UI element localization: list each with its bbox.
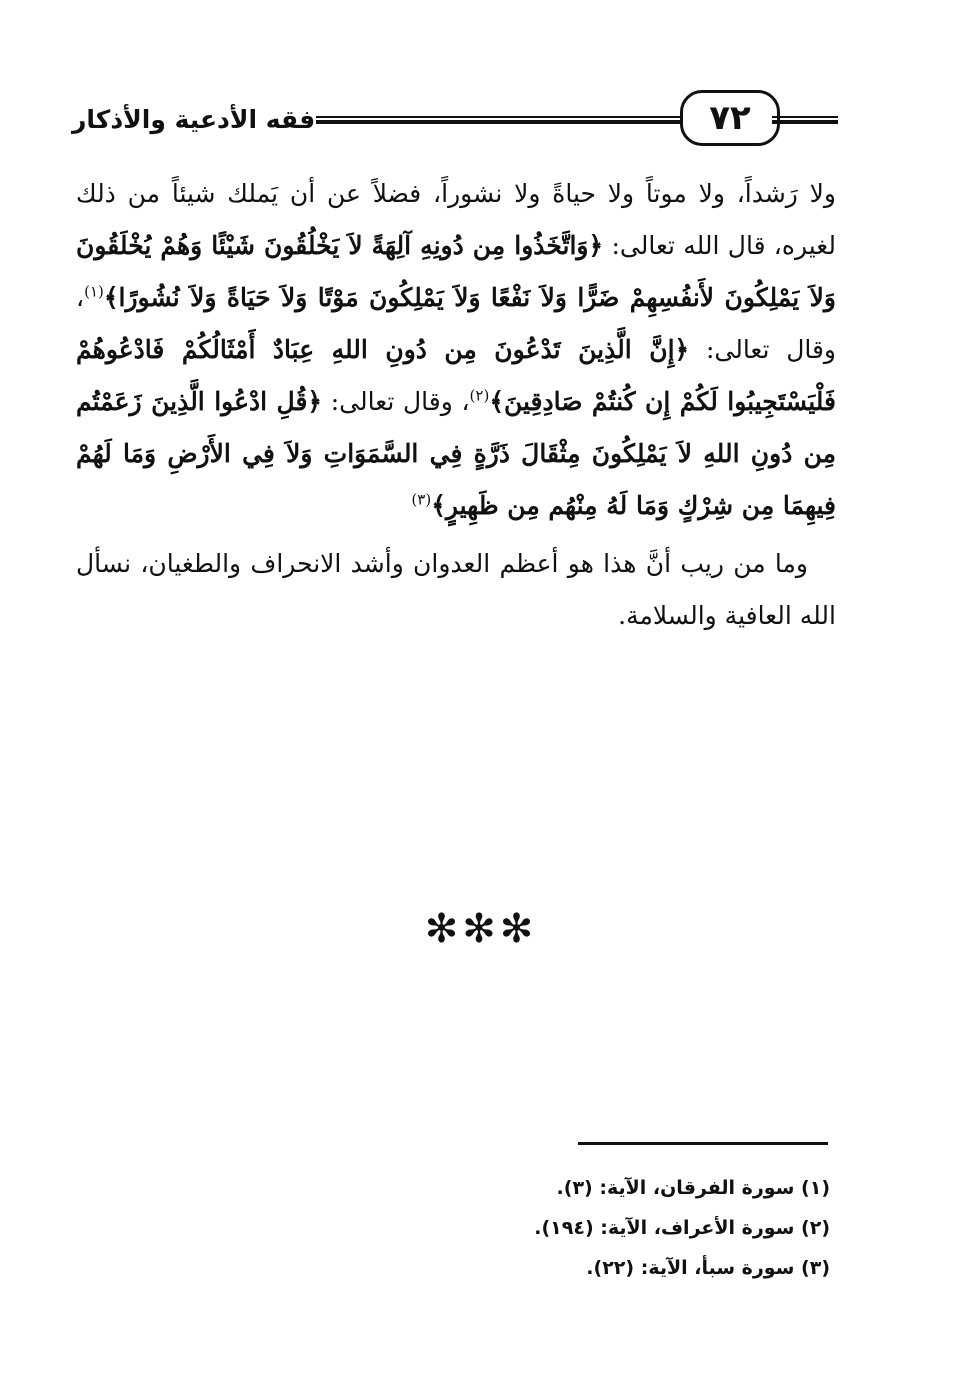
footnote-divider xyxy=(578,1142,828,1145)
quran-verse-2: ﴿إِنَّ الَّذِينَ تَدْعُونَ مِن دُونِ اللهِ عِبَادٌ أَمْثَالُكُمْ فَادْعُوهُمْ فَلْيَسْتَجِيبُوا لَكُمْ إِن كُنتُمْ صَادِقِينَ﴾ xyxy=(76,335,836,416)
main-text xyxy=(76,168,836,642)
quran-verse-1: ﴿وَاتَّخَذُوا مِن دُونِهِ آلِهَةً لاَ يَخْلُقُونَ شَيْئًا وَهُمْ يُخْلَقُونَ وَلاَ يَمْلِكُونَ لأَنفُسِهِمْ ضَرًّا وَلاَ نَفْعًا وَلاَ يَمْلِكُونَ مَوْتًا وَلاَ حَيَاةً وَلاَ نُشُورًا﴾ xyxy=(76,231,836,312)
header-rule-right xyxy=(772,116,838,124)
paragraph-2: وما من ريب أنَّ هذا هو أعظم العدوان وأشد الانحراف والطغيان، نسأل الله العافية والسلامة. xyxy=(76,549,836,630)
section-separator: ✻✻✻ xyxy=(424,906,538,952)
footnote-1: (١) سورة الفرقان، الآية: (٣). xyxy=(556,1177,830,1199)
text-segment: ، وقال تعالى: xyxy=(76,283,836,364)
footnote-3: (٣) سورة سبأ، الآية: (٢٢). xyxy=(586,1257,830,1279)
paragraph-1 xyxy=(76,168,836,532)
footnote-ref-1: (١) xyxy=(84,282,104,301)
footnotes xyxy=(430,1168,830,1288)
footnote-ref-3: (٣) xyxy=(411,490,432,509)
running-title: فقه الأدعية والأذكار xyxy=(72,105,316,134)
text-segment: ولا رَشداً، ولا موتاً ولا حياةً ولا نشوراً، فضلاً عن أن يَملك شيئاً من ذلك لغيره، قال الله تعالى: xyxy=(76,179,836,260)
footnote-ref-2: (٢) xyxy=(469,386,490,405)
quran-verse-3: ﴿قُلِ ادْعُوا الَّذِينَ زَعَمْتُم مِن دُونِ اللهِ لاَ يَمْلِكُونَ مِثْقَالَ ذَرَّةٍ فِي السَّمَوَاتِ وَلاَ فِي الأَرْضِ وَمَا لَهُمْ فِيهِمَا مِن شِرْكٍ وَمَا لَهُ مِنْهُم مِن ظَهِيرٍ﴾ xyxy=(76,387,836,520)
page-number: ٧٢ xyxy=(680,90,780,146)
page-header xyxy=(72,86,840,156)
footnote-2: (٢) سورة الأعراف، الآية: (١٩٤). xyxy=(534,1217,830,1239)
text-segment: ، وقال تعالى: xyxy=(322,387,470,416)
header-rule-left xyxy=(316,116,740,124)
